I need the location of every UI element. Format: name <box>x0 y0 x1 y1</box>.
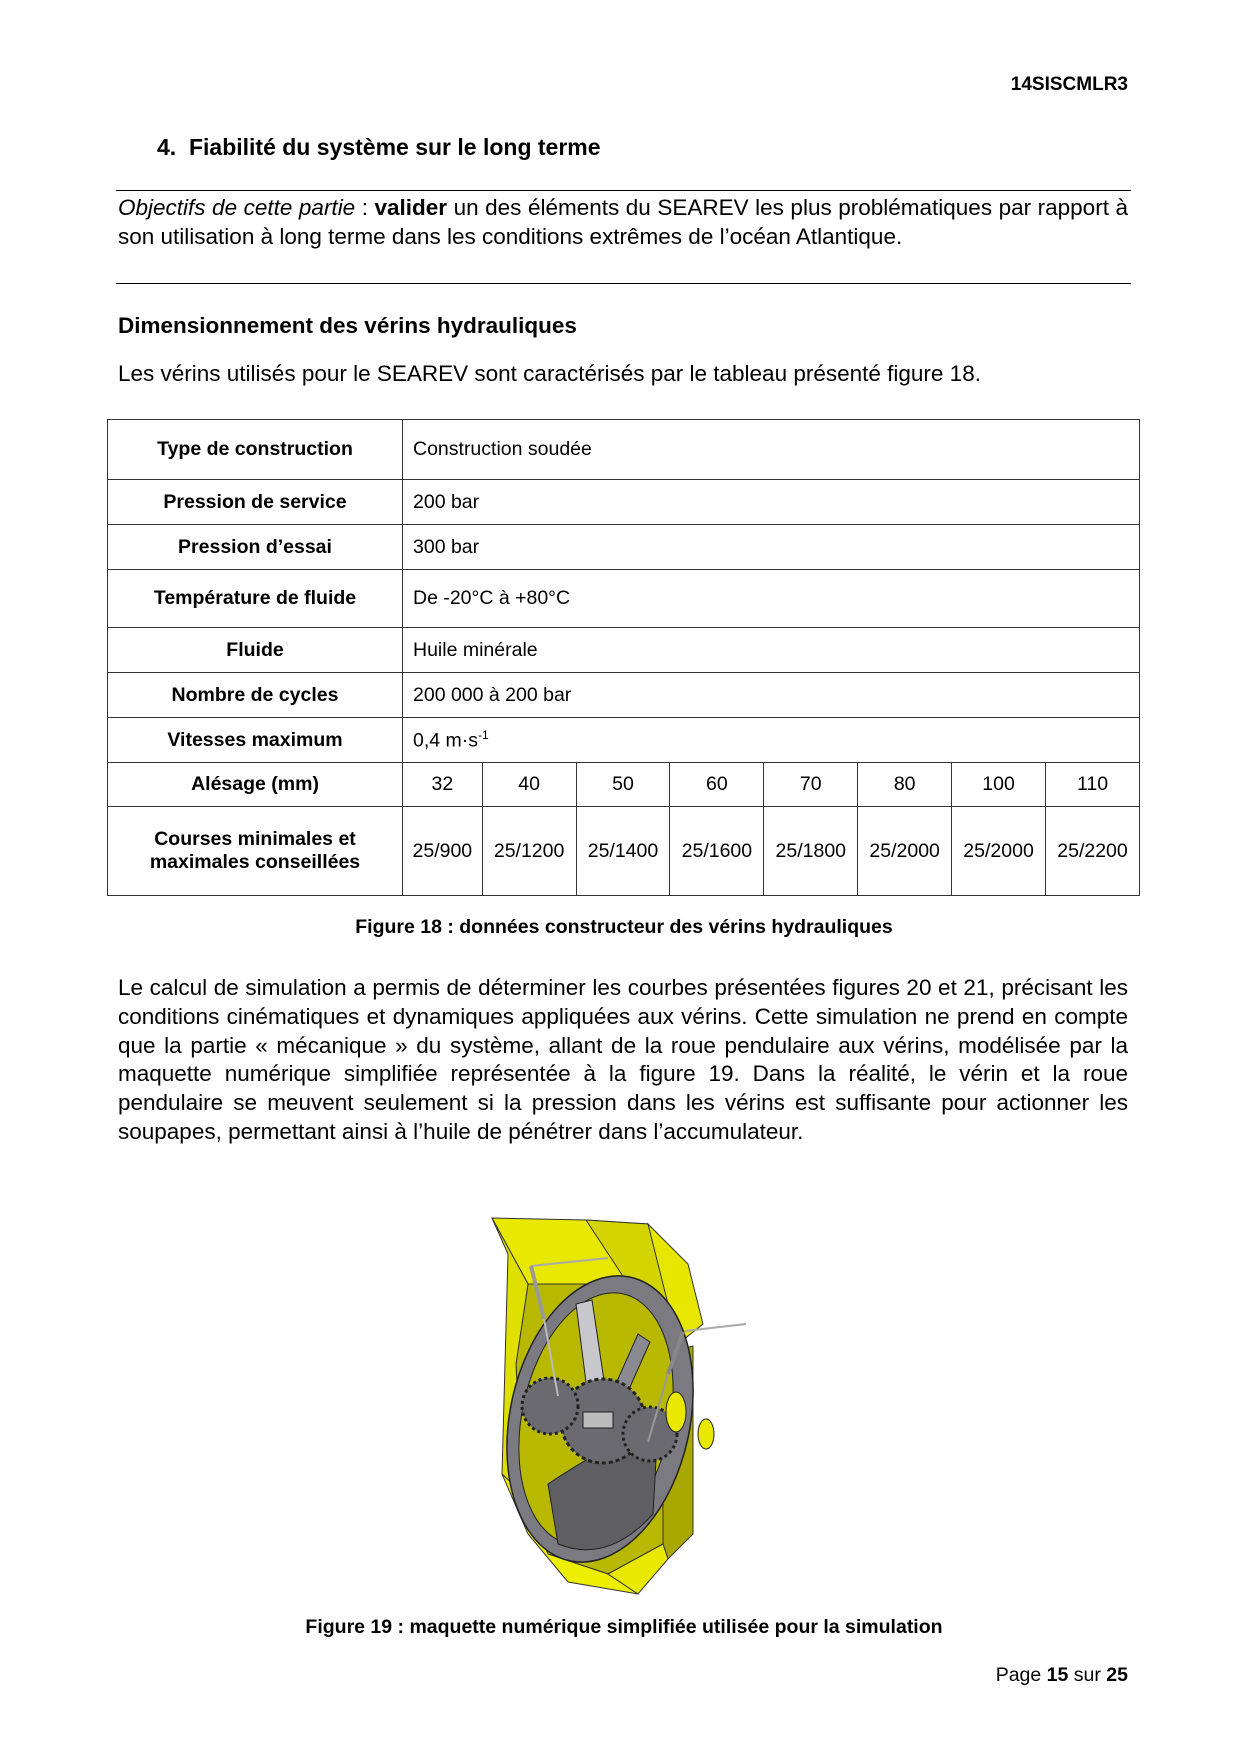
stroke-cell: 25/2200 <box>1046 807 1140 896</box>
stroke-cell: 25/1800 <box>764 807 858 896</box>
row-label: Température de fluide <box>108 570 403 628</box>
row-value <box>403 718 1140 763</box>
stroke-cell: 25/1200 <box>482 807 576 896</box>
stroke-cell: 25/2000 <box>858 807 952 896</box>
table-row <box>108 673 1140 718</box>
row-value: 200 bar <box>403 480 1140 525</box>
table-row <box>108 718 1140 763</box>
figure-19-caption: Figure 19 : maquette numérique simplifiée utilisée pour la simulation <box>305 1616 943 1638</box>
page-word: Page <box>995 1664 1047 1686</box>
subheading: Dimensionnement des vérins hydrauliques <box>118 313 577 338</box>
stroke-cell: 25/1400 <box>576 807 670 896</box>
speed-exponent: -1 <box>478 727 489 742</box>
table-row <box>108 525 1140 570</box>
bore-cell: 60 <box>670 763 764 807</box>
divider-bottom <box>116 283 1131 284</box>
page-total: 25 <box>1106 1664 1128 1686</box>
objectives-text: un des éléments du SEAREV les plus problématiques par rapport à son utilisation à long terme dans les conditions extrêmes de l’océan Atlantique. <box>118 195 1128 249</box>
row-value: 200 000 à 200 bar <box>403 673 1140 718</box>
stroke-cell: 25/900 <box>403 807 483 896</box>
row-value: Huile minérale <box>403 628 1140 673</box>
page-number: 15 <box>1046 1664 1069 1686</box>
row-label: Vitesses maximum <box>108 718 403 763</box>
table-row-bore <box>108 763 1140 807</box>
bore-cell: 80 <box>858 763 952 807</box>
intro-paragraph: Les vérins utilisés pour le SEAREV sont caractérisés par le tableau présenté figure 18. <box>118 361 981 386</box>
row-label: Fluide <box>108 628 403 673</box>
objectives-verb: valider <box>374 195 448 220</box>
row-label: Pression de service <box>108 480 403 525</box>
divider-top <box>116 190 1131 191</box>
of-word: sur <box>1068 1664 1107 1686</box>
row-value: 300 bar <box>403 525 1140 570</box>
objectives-label: Objectifs de cette partie <box>118 195 356 220</box>
table-row <box>108 480 1140 525</box>
bore-cell: 100 <box>952 763 1046 807</box>
objectives-separator: : <box>355 195 375 220</box>
speed-value: 0,4 m·s <box>413 729 479 752</box>
section-title-text: Fiabilité du système sur le long terme <box>188 134 601 160</box>
document-code: 14SISCMLR3 <box>1010 74 1128 95</box>
stroke-cell: 25/2000 <box>952 807 1046 896</box>
row-value: De -20°C à +80°C <box>403 570 1140 628</box>
bore-cell: 70 <box>764 763 858 807</box>
bore-cell: 40 <box>482 763 576 807</box>
table-row-stroke <box>108 807 1140 896</box>
section-title <box>157 134 601 161</box>
bore-cell: 32 <box>403 763 483 807</box>
table-row <box>108 628 1140 673</box>
bore-cell: 50 <box>576 763 670 807</box>
section-number: 4. <box>157 134 177 160</box>
figure-18-caption: Figure 18 : données constructeur des vérins hydrauliques <box>355 916 893 938</box>
row-label: Nombre de cycles <box>108 673 403 718</box>
body-paragraph: Le calcul de simulation a permis de déterminer les courbes présentées figures 20 et 21, précisant les conditions cinématiques et dynamiques appliquées aux vérins. Cette simulation ne prend en compte que la partie « mécanique » du système, allant de la roue pendulaire aux vérins, modélisée par la maquette numérique simplifiée représentée à la figure 19. Dans la réalité, le vérin et la roue pendulaire se meuvent seulement si la pression dans les vérins est suffisante pour actionner les soupapes, permettant ainsi à l’huile de pénétrer dans l’accumulateur. <box>118 975 1128 1144</box>
stroke-cell: 25/1600 <box>670 807 764 896</box>
row-label: Alésage (mm) <box>108 763 403 807</box>
figure-19-model-image <box>488 1214 758 1604</box>
table-row <box>108 570 1140 628</box>
row-label: Type de construction <box>108 420 403 480</box>
bore-cell: 110 <box>1046 763 1140 807</box>
row-label: Courses minimales et maximales conseillées <box>108 807 403 896</box>
objectives-box <box>118 194 1128 251</box>
table-row <box>108 420 1140 480</box>
row-value: Construction soudée <box>403 420 1140 480</box>
page-footer <box>996 1664 1128 1687</box>
row-label: Pression d’essai <box>108 525 403 570</box>
cylinder-spec-table <box>107 419 1140 896</box>
